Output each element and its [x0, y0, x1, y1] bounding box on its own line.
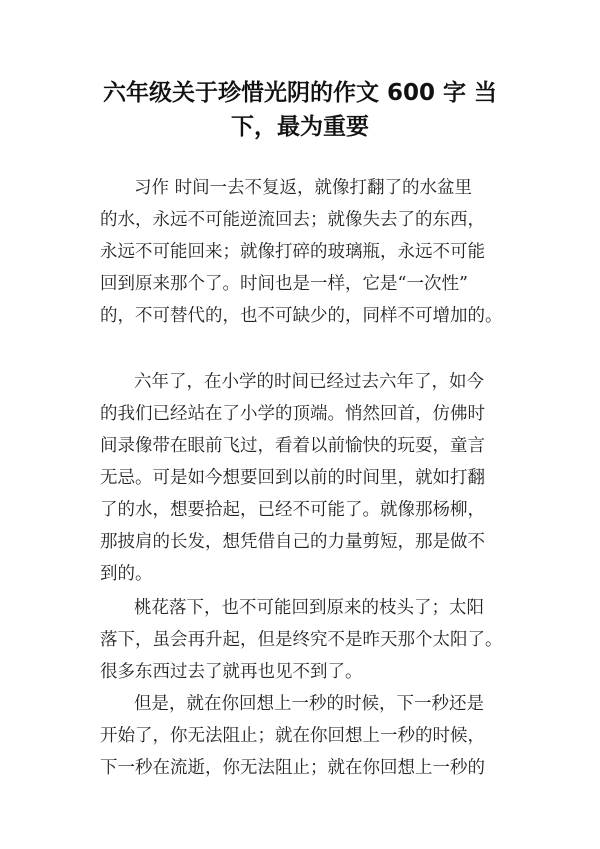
text-line: 开始了，你无法阻止；就在你回想上一秒的时候，	[100, 726, 485, 746]
text-line: 的水，永远不可能逆流回去；就像失去了的东西，	[100, 210, 485, 230]
title-line: 下，最为重要	[231, 114, 369, 140]
title-line: 六年级关于珍惜光阴的作文 600 字 当	[102, 80, 498, 106]
text-line: 的我们已经站在了小学的顶端。悄然回首，仿佛时	[100, 404, 485, 424]
paragraph	[100, 688, 510, 784]
paragraph	[100, 172, 510, 332]
paragraph	[100, 366, 510, 590]
text-line: 的，不可替代的，也不可缺少的，同样不可增加的。	[100, 306, 503, 326]
text-line: 六年了，在小学的时间已经过去六年了，如今	[134, 372, 484, 392]
text-line: 很多东西过去了就再也见不到了。	[100, 662, 363, 682]
text-line: 那披肩的长发，想凭借自己的力量剪短，那是做不	[100, 532, 485, 552]
text-line: 无忌。可是如今想要回到以前的时间里，就如打翻	[100, 468, 485, 488]
text-line: 间录像带在眼前飞过，看着以前愉快的玩耍，童言	[100, 436, 485, 456]
text-line: 到的。	[100, 564, 153, 584]
text-line: 回到原来那个了。时间也是一样，它是“一次性”	[100, 274, 468, 294]
document-title	[90, 76, 510, 144]
text-line: 了的水，想要拾起，已经不可能了。就像那杨柳，	[100, 500, 485, 520]
text-line: 习作 时间一去不复返，就像打翻了的水盆里	[134, 178, 473, 198]
text-line: 但是，就在你回想上一秒的时候，下一秒还是	[134, 694, 484, 714]
text-line: 永远不可能回来；就像打碎的玻璃瓶，永远不可能	[100, 242, 485, 262]
text-line: 下一秒在流逝，你无法阻止；就在你回想上一秒的	[100, 758, 485, 778]
text-line: 落下，虽会再升起，但是终究不是昨天那个太阳了。	[100, 630, 503, 650]
paragraph	[100, 592, 510, 688]
text-line: 桃花落下，也不可能回到原来的枝头了；太阳	[134, 598, 484, 618]
